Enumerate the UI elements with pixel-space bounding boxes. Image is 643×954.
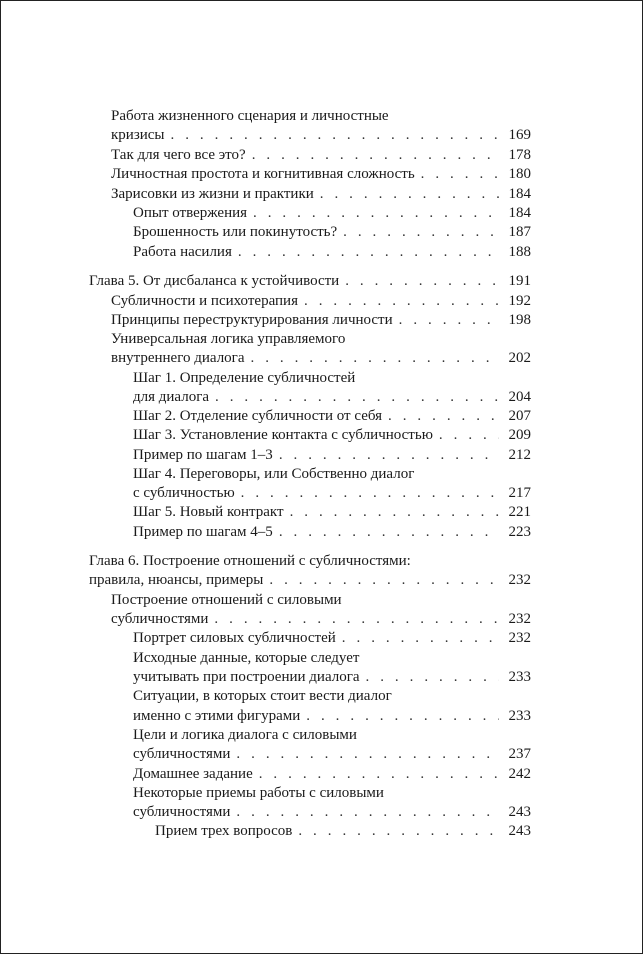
- toc-line: [89, 571, 531, 590]
- dot-leader: [236, 745, 499, 764]
- dot-leader: [215, 388, 499, 407]
- toc-line: [111, 311, 531, 330]
- toc-entry-text: Так для чего все это?: [111, 147, 246, 163]
- toc-line: [111, 349, 531, 368]
- dot-leader: [269, 571, 499, 590]
- toc-entry-text: Субличности и психотерапия: [111, 293, 298, 309]
- toc-line: [133, 407, 531, 426]
- toc-entry-text: Личностная простота и когнитивная сложность: [111, 166, 415, 182]
- toc-page-number: 243: [508, 804, 531, 820]
- toc-entry-text: с субличностью: [133, 485, 235, 501]
- dot-leader: [251, 349, 500, 368]
- toc-entry-text: Домашнее задание: [133, 766, 253, 782]
- toc-entry-text: для диалога: [133, 389, 210, 405]
- toc-entry-text: Некоторые приемы работы с силовыми: [133, 785, 384, 801]
- dot-leader: [439, 426, 499, 445]
- toc-page-number: 198: [508, 312, 531, 328]
- toc-page-number: 212: [508, 447, 531, 463]
- toc-page-number: 184: [508, 186, 531, 202]
- toc-line: [133, 465, 414, 484]
- toc-entry-text: Прием трех вопросов: [155, 823, 293, 839]
- toc-entry-text: Работа насилия: [133, 244, 232, 260]
- toc-line: [111, 126, 531, 145]
- toc-entry-text: Ситуации, в которых стоит вести диалог: [133, 688, 392, 704]
- toc-entry-text: Пример по шагам 4–5: [133, 524, 273, 540]
- dot-leader: [238, 243, 499, 262]
- toc-page-number: 233: [508, 708, 531, 724]
- toc-entry-text: Зарисовки из жизни и практики: [111, 186, 314, 202]
- toc-page-number: 184: [508, 205, 531, 221]
- toc-line: [133, 803, 531, 822]
- dot-leader: [342, 629, 499, 648]
- toc-line: [89, 552, 411, 571]
- toc-page-number: 188: [508, 244, 531, 260]
- toc-entry-text: Шаг 3. Установление контакта с субличностью: [133, 427, 433, 443]
- dot-leader: [236, 803, 499, 822]
- toc-entry-text: правила, нюансы, примеры: [89, 572, 264, 588]
- toc-entry-text: Работа жизненного сценария и личностные: [111, 108, 389, 124]
- toc-line: [133, 726, 357, 745]
- toc-page-number: 221: [508, 504, 531, 520]
- dot-leader: [279, 523, 499, 542]
- toc-line: [111, 610, 531, 629]
- toc-line: [111, 185, 531, 204]
- toc-page-number: 243: [508, 823, 531, 839]
- toc-line: [133, 484, 531, 503]
- toc-page-number: 232: [508, 572, 531, 588]
- toc-entry-text: Цели и логика диалога с силовыми: [133, 727, 357, 743]
- toc-entry-text: Шаг 5. Новый контракт: [133, 504, 284, 520]
- toc-line: [155, 822, 531, 841]
- toc-line: [133, 204, 531, 223]
- dot-leader: [241, 484, 499, 503]
- toc-entry-text: Принципы переструктурирования личности: [111, 312, 393, 328]
- toc-line: [111, 107, 389, 126]
- toc-page-number: 169: [508, 127, 531, 143]
- toc-page-number: 178: [508, 147, 531, 163]
- dot-leader: [304, 292, 499, 311]
- toc-page-number: 209: [508, 427, 531, 443]
- toc-line: [133, 446, 531, 465]
- toc-line: [89, 272, 531, 291]
- toc-line: [111, 292, 531, 311]
- toc-line: [133, 629, 531, 648]
- toc-page-number: 242: [508, 766, 531, 782]
- toc-entry-text: внутреннего диалога: [111, 350, 245, 366]
- toc-entry-text: Шаг 4. Переговоры, или Собственно диалог: [133, 466, 415, 482]
- toc-entry-text: Исходные данные, которые следует: [133, 650, 360, 666]
- toc-entry-text: кризисы: [111, 127, 165, 143]
- toc-entry-text: Универсальная логика управляемого: [111, 331, 346, 347]
- toc-entry-text: именно с этими фигурами: [133, 708, 301, 724]
- toc-page-number: 204: [508, 389, 531, 405]
- toc-entry-text: субличностями: [111, 611, 209, 627]
- toc-entry-text: Глава 5. От дисбаланса к устойчивости: [89, 273, 340, 289]
- toc-page-number: 217: [508, 485, 531, 501]
- toc-line: [133, 388, 531, 407]
- toc-line: [133, 426, 531, 445]
- toc-entry-text: субличностями: [133, 804, 231, 820]
- dot-leader: [421, 165, 499, 184]
- toc-line: [133, 503, 531, 522]
- dot-leader: [306, 707, 499, 726]
- toc-entry-text: субличностями: [133, 746, 231, 762]
- toc-page-number: 202: [508, 350, 531, 366]
- toc-page-number: 187: [508, 224, 531, 240]
- toc-line: [111, 165, 531, 184]
- toc-page-number: 233: [508, 669, 531, 685]
- dot-leader: [214, 610, 499, 629]
- toc-line: [133, 687, 392, 706]
- toc-line: [133, 784, 384, 803]
- toc-entry-text: Шаг 1. Определение субличностей: [133, 370, 356, 386]
- toc-line: [133, 523, 531, 542]
- dot-leader: [366, 668, 499, 687]
- toc-entry-text: Шаг 2. Отделение субличности от себя: [133, 408, 383, 424]
- toc-page-number: 232: [508, 611, 531, 627]
- toc-line: [111, 146, 531, 165]
- dot-leader: [399, 311, 499, 330]
- toc-entry-text: Опыт отвержения: [133, 205, 248, 221]
- toc-entry-text: Пример по шагам 1–3: [133, 447, 273, 463]
- dot-leader: [298, 822, 499, 841]
- dot-leader: [171, 126, 499, 145]
- toc-entry-text: Глава 6. Построение отношений с субличностями:: [89, 553, 411, 569]
- toc-line: [133, 649, 359, 668]
- toc-page-number: 180: [508, 166, 531, 182]
- toc-line: [133, 668, 531, 687]
- dot-leader: [320, 185, 499, 204]
- toc-line: [133, 369, 355, 388]
- toc-page-number: 237: [508, 746, 531, 762]
- dot-leader: [252, 146, 499, 165]
- dot-leader: [388, 407, 499, 426]
- toc-line: [133, 243, 531, 262]
- toc-line: [133, 765, 531, 784]
- toc-page-number: 207: [508, 408, 531, 424]
- dot-leader: [279, 446, 499, 465]
- toc-line: [133, 745, 531, 764]
- toc-line: [111, 591, 342, 610]
- dot-leader: [253, 204, 499, 223]
- dot-leader: [345, 272, 499, 291]
- toc-line: [133, 707, 531, 726]
- toc-page-number: 223: [508, 524, 531, 540]
- toc-line: [111, 330, 345, 349]
- toc-line: [133, 223, 531, 242]
- dot-leader: [343, 223, 499, 242]
- dot-leader: [259, 765, 499, 784]
- dot-leader: [290, 503, 499, 522]
- toc-entry-text: Портрет силовых субличностей: [133, 630, 336, 646]
- toc-page-number: 192: [508, 293, 531, 309]
- toc-entry-text: учитывать при построении диалога: [133, 669, 360, 685]
- toc-page-number: 191: [508, 273, 531, 289]
- toc-entry-text: Брошенность или покинутость?: [133, 224, 338, 240]
- toc-page-number: 232: [508, 630, 531, 646]
- toc-entry-text: Построение отношений с силовыми: [111, 592, 342, 608]
